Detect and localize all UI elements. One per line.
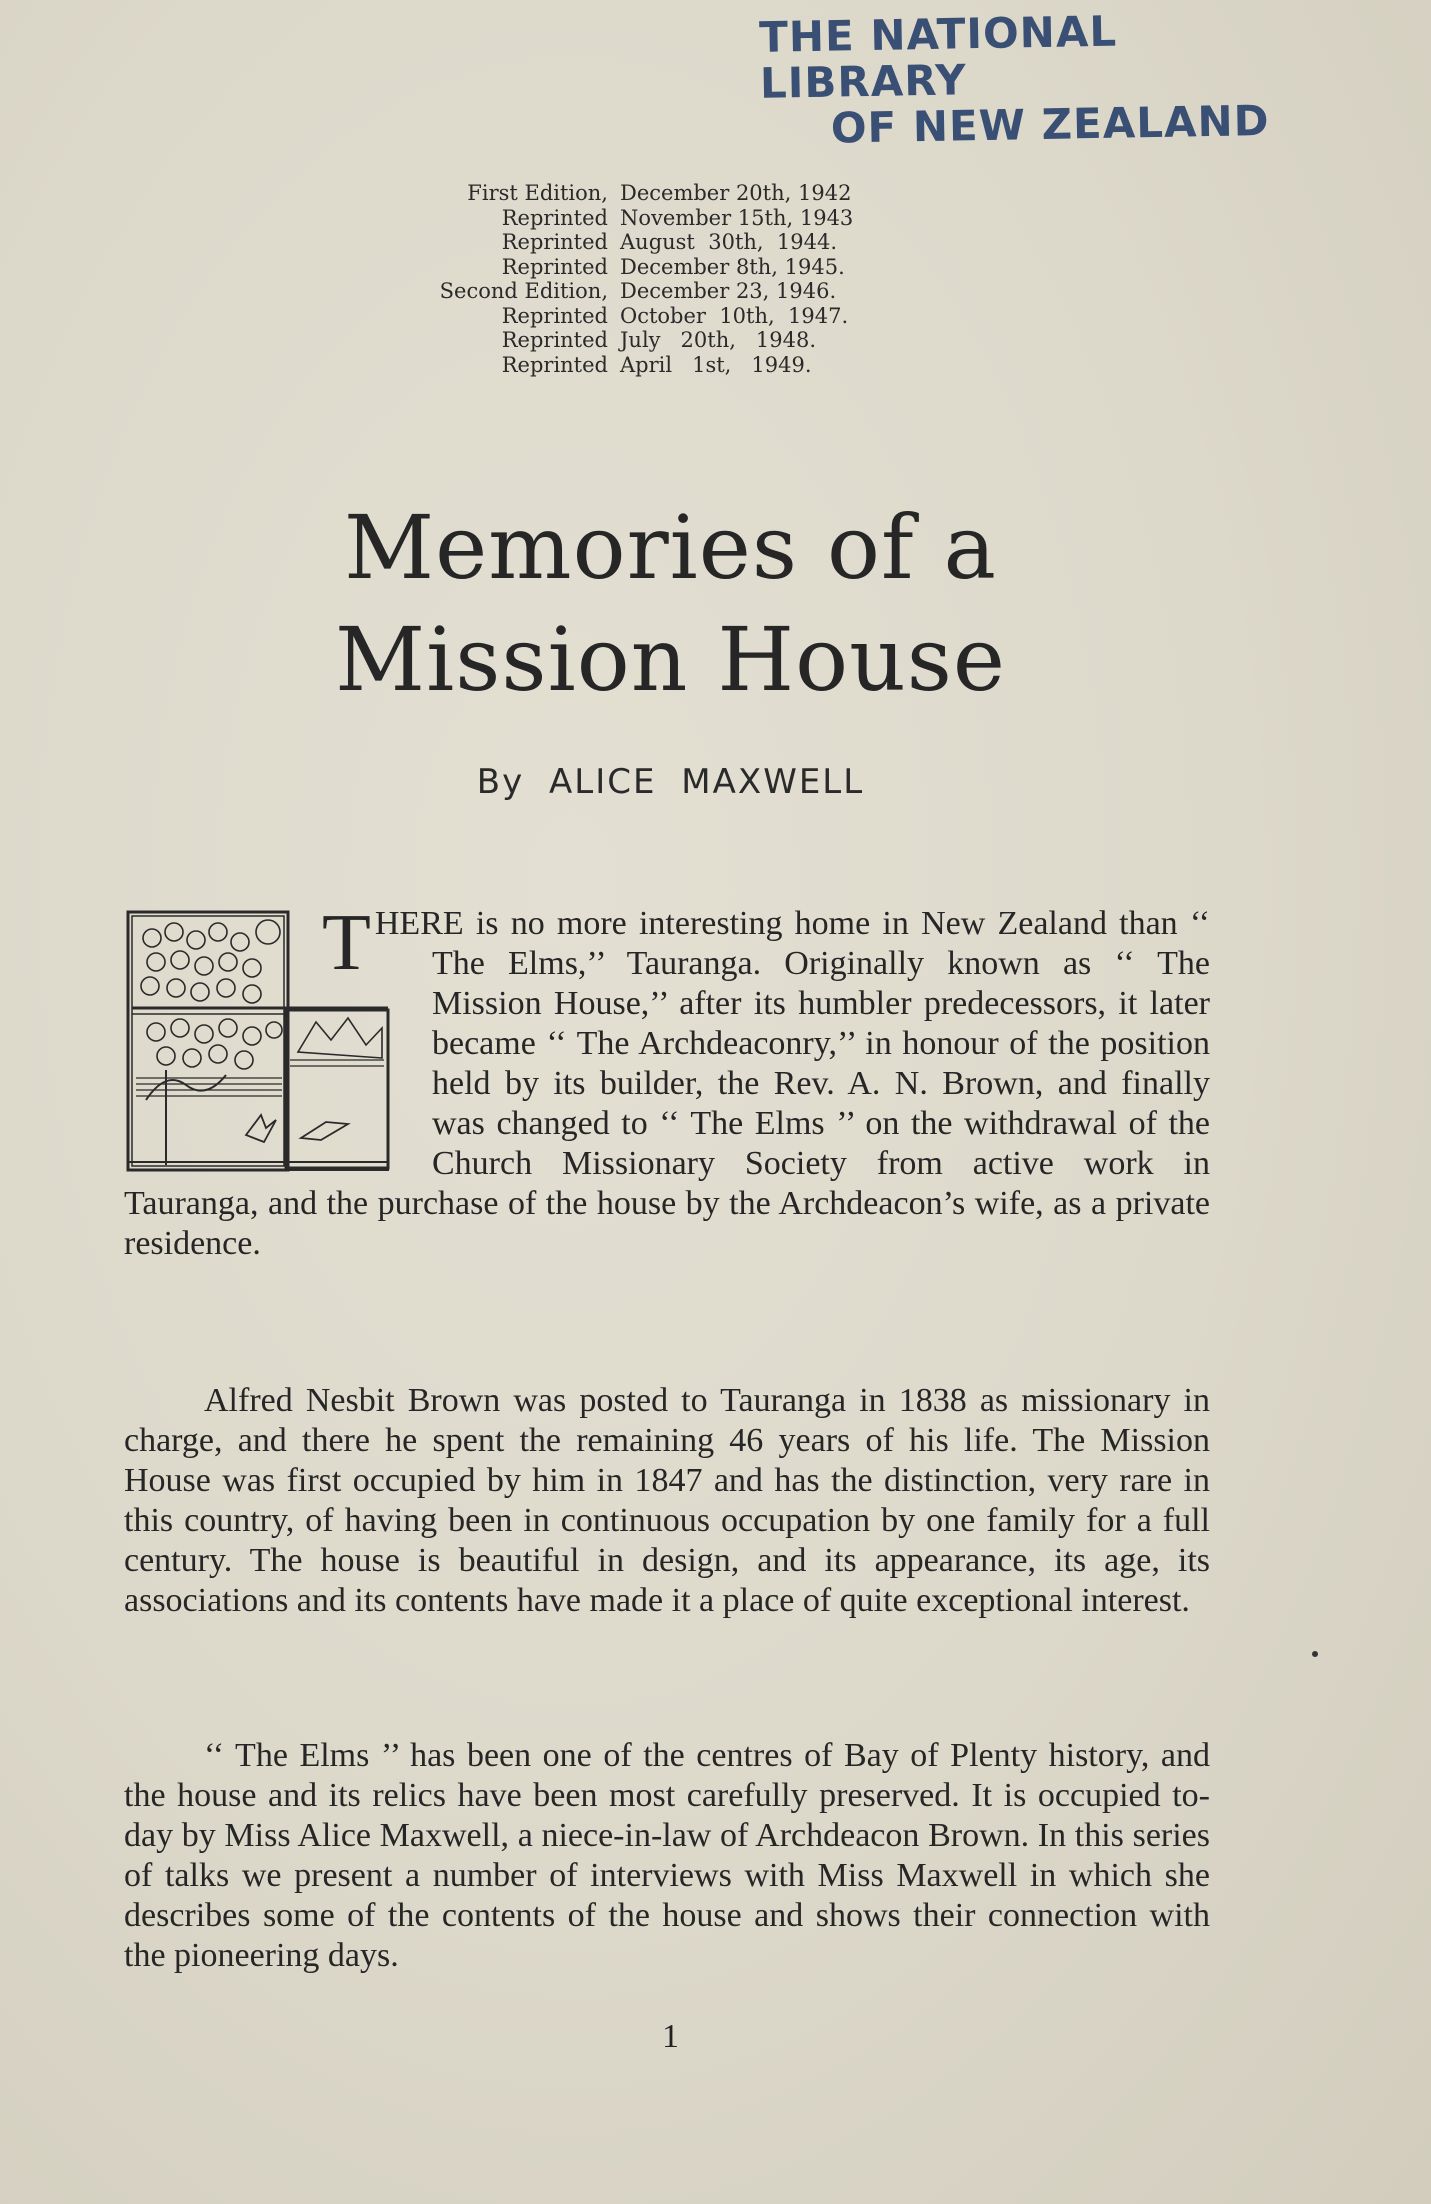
title-line-2: Mission House <box>335 608 1006 711</box>
page-number: 1 <box>662 2018 679 2055</box>
ink-speck <box>1312 1651 1318 1657</box>
stamp-line-1: THE NATIONAL LIBRARY <box>758 6 1118 108</box>
stamp-line-2: OF NEW ZEALAND <box>830 96 1270 153</box>
edition-row: Reprinted August 30th, 1944. <box>501 230 838 254</box>
edition-row: Reprinted November 15th, 1943 <box>501 205 854 230</box>
title-line-1: Memories of a <box>343 496 998 599</box>
author-byline: By ALICE MAXWELL <box>476 762 865 802</box>
intro-paragraph <box>124 899 1210 1264</box>
drop-cap-letter: T <box>322 899 371 987</box>
intro-paragraph-text: HERE is no more interesting home in New Zealand than ‘‘ The Elms,’’ Tauranga. Originally known as ‘‘ The Mission House,’’ after its humbler predecessors, it later became ‘‘ The Archdeaconry,’’ in honour of the position held by its builder, the Rev. A. N. Brown, and finally was changed to ‘‘ The Elms ’’ on the withdrawal of the Church Missionary Society from active work in Tauranga, and the purchase of the house by the Archdeacon’s wife, as a private residence. <box>124 905 1210 1262</box>
edition-row: Reprinted July 20th, 1948. <box>501 328 817 352</box>
library-stamp <box>759 5 1321 153</box>
edition-row: Reprinted April 1st, 1949. <box>501 352 812 377</box>
edition-row: Reprinted October 10th, 1947. <box>501 303 849 328</box>
edition-row: First Edition, December 20th, 1942 <box>467 181 852 205</box>
edition-history <box>400 181 920 377</box>
page-title <box>0 492 1341 716</box>
body-paragraph-2: Alfred Nesbit Brown was posted to Tauranga in 1838 as missionary in charge, and there he spent the remaining 46 years of his life. The Mission House was first occupied by him in 1847 and has the distinction, very rare in this country, of having been in continuous occupation by one family for a full century. The house is beautiful in design, and its appearance, its age, its associations and its contents have made it a place of quite exceptional interest. <box>124 1382 1210 1619</box>
body-paragraph-3: ‘‘ The Elms ’’ has been one of the centres of Bay of Plenty history, and the house and its relics have been most carefully preserved. It is occupied to-day by Miss Alice Maxwell, a niece-in-law of Archdeacon Brown. In this series of talks we present a number of interviews with Miss Maxwell in which she describes some of the contents of the house and shows their connection with the pioneering days. <box>124 1737 1210 1974</box>
edition-row: Second Edition, December 23, 1946. <box>439 279 837 303</box>
illustration-spacer <box>124 899 432 1168</box>
edition-row: Reprinted December 8th, 1945. <box>501 254 845 279</box>
